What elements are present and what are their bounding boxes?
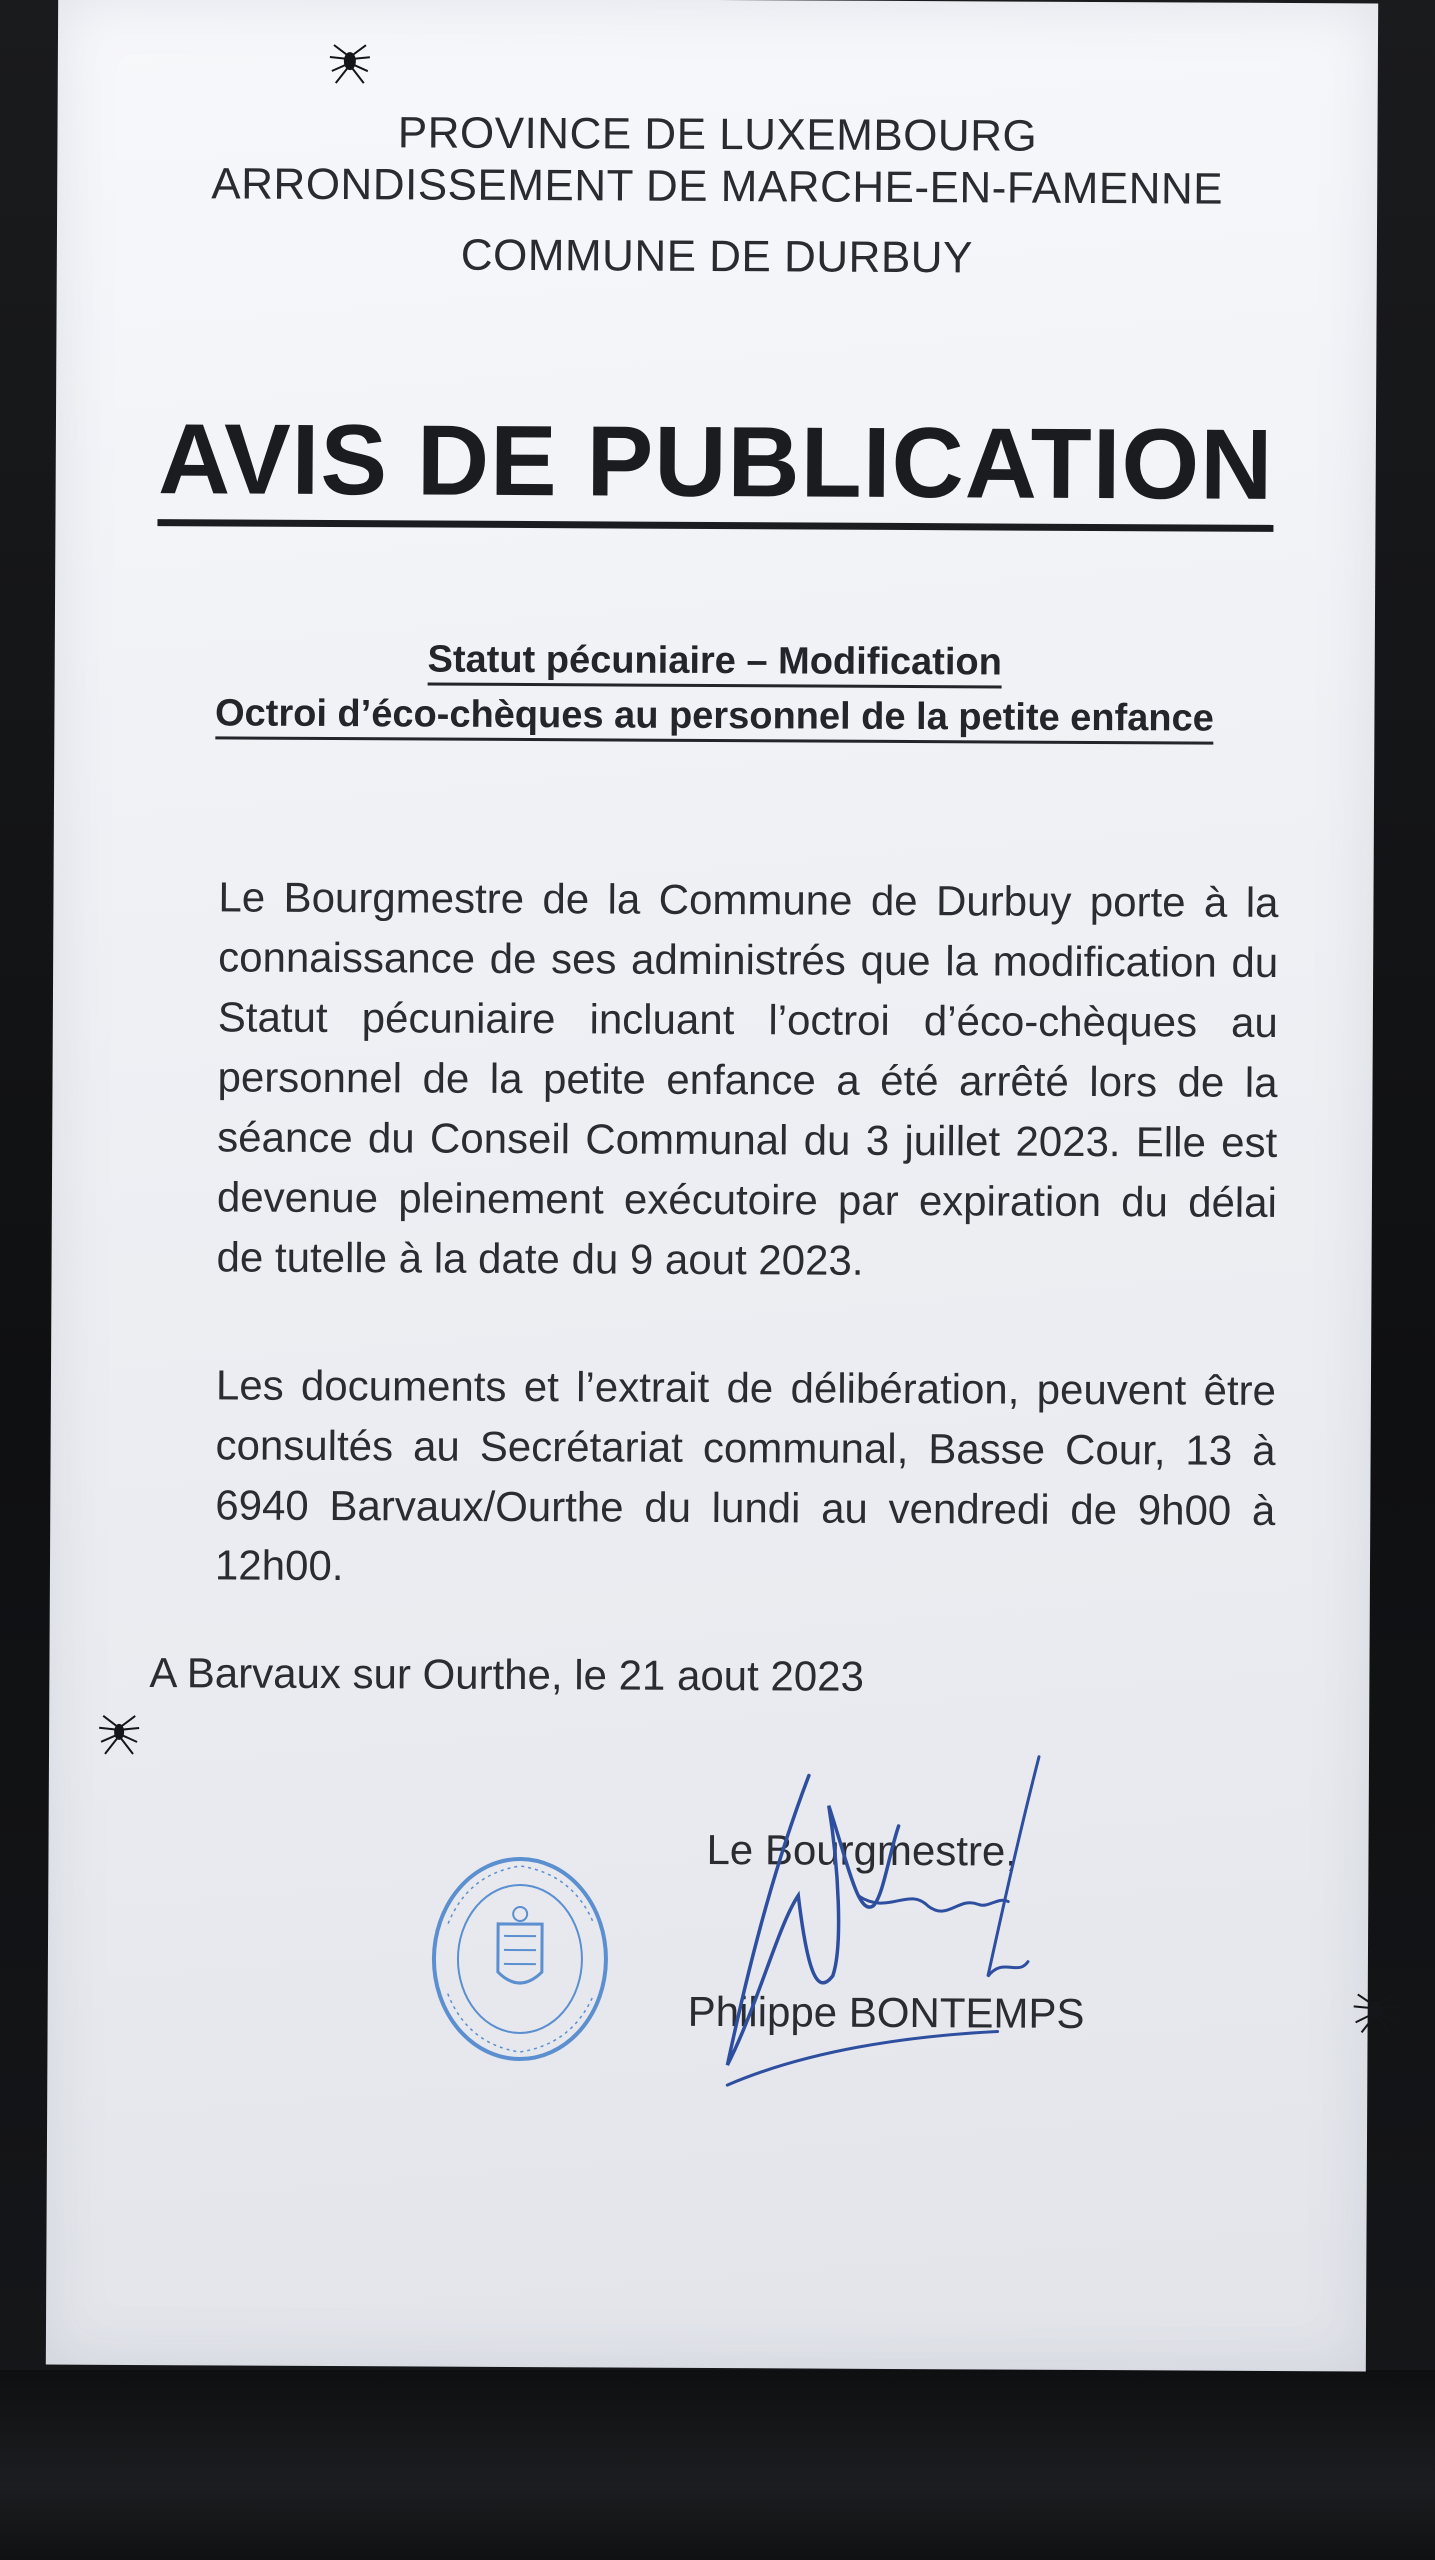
- subject-line-1: [55, 637, 1375, 687]
- spider-icon: [1348, 1978, 1408, 2038]
- display-frame-bottom: [0, 2370, 1435, 2560]
- spider-icon: [89, 1702, 149, 1762]
- handwritten-signature: [657, 1745, 1079, 2107]
- notice-title: [55, 402, 1376, 524]
- subject-line-2-text: Octroi d’éco-chèques au personnel de la petite enfance: [215, 692, 1214, 744]
- notice-sheet: [46, 0, 1378, 2371]
- header-commune: COMMUNE DE DURBUY: [460, 230, 974, 283]
- place-and-date: A Barvaux sur Ourthe, le 21 aout 2023: [149, 1649, 865, 1700]
- signatory-role: Le Bourgmestre,: [706, 1825, 1018, 1875]
- header-province: PROVINCE DE LUXEMBOURG: [397, 108, 1038, 161]
- commune-seal-stamp: [427, 1854, 613, 2065]
- header-arrondissement: ARRONDISSEMENT DE MARCHE-EN-FAMENNE: [211, 159, 1224, 214]
- body-paragraph-1: Le Bourgmestre de la Commune de Durbuy porte à la connaissance de ses administrés que la modification du Statut pécuniaire incluant l’octroi d’éco-chèques au personnel de la petite enfance a été arrêté lors de la séance du Conseil Communal du 3 juillet 2023. Elle est devenue pleinement exécutoire par expiration du délai de tutelle à la date du 9 aout 2023.: [216, 873, 1279, 1284]
- subject-line-2: [54, 692, 1374, 742]
- signatory-name: Philippe BONTEMPS: [687, 1987, 1085, 2037]
- body-paragraph-2: Les documents et l’extrait de délibération, peuvent être consultés au Secrétariat communal, Basse Cour, 13 à 6940 Barvaux/Ourthe du lundi au vendredi de 9h00 à 12h00.: [214, 1361, 1277, 1590]
- spider-icon: [320, 33, 380, 93]
- notice-title-text: AVIS DE PUBLICATION: [158, 403, 1274, 532]
- subject-line-1-text: Statut pécuniaire – Modification: [427, 639, 1002, 689]
